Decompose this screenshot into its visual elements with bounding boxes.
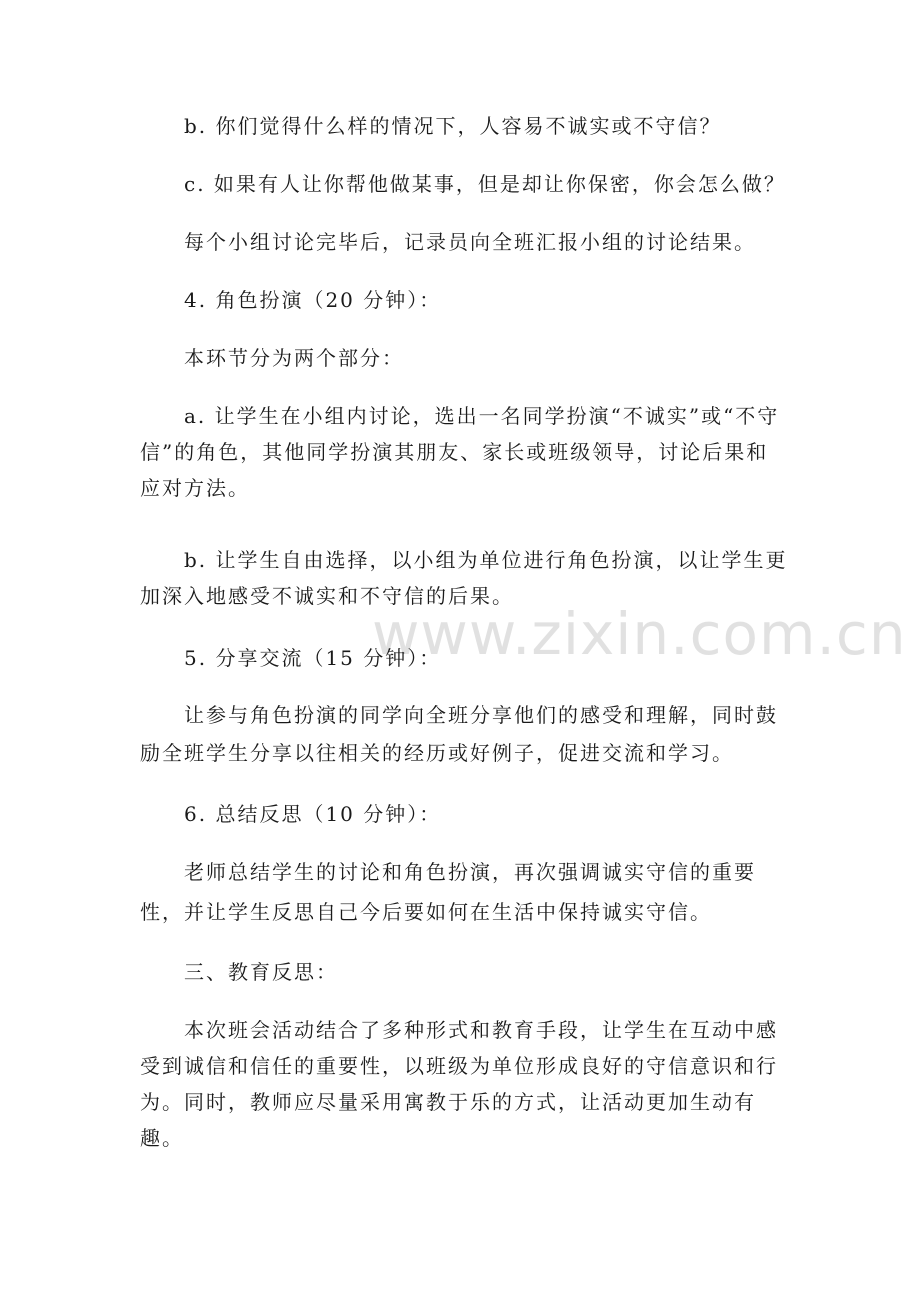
step6-heading: 6. 总结反思（10 分钟）： bbox=[184, 802, 442, 826]
question-b: b. 你们觉得什么样的情况下，人容易不诚实或不守信？ bbox=[184, 114, 722, 138]
step4-heading: 4. 角色扮演（20 分钟）： bbox=[184, 288, 442, 312]
step5-heading: 5. 分享交流（15 分钟）： bbox=[184, 646, 442, 670]
step4-item-a: a. 让学生在小组内讨论，选出一名同学扮演“不诚实”或“不守信”的角色，其他同学扮演其朋友、家长或班级领导，讨论后果和应对方法。 bbox=[140, 404, 780, 500]
report-paragraph: 每个小组讨论完毕后，记录员向全班汇报小组的讨论结果。 bbox=[184, 230, 756, 254]
step4-intro: 本环节分为两个部分： bbox=[184, 346, 404, 370]
step6-body: 老师总结学生的讨论和角色扮演，再次强调诚实守信的重要性，并让学生反思自己今后要如何在生活中保持诚实守信。 bbox=[140, 860, 756, 924]
step5-body: 让参与角色扮演的同学向全班分享他们的感受和理解，同时鼓励全班学生分享以往相关的经历或好例子，促进交流和学习。 bbox=[140, 703, 778, 765]
question-c: c. 如果有人让你帮他做某事，但是却让你保密，你会怎么做？ bbox=[184, 172, 786, 196]
section3-heading: 三、教育反思： bbox=[184, 960, 338, 984]
watermark: www.zixin.com.cn bbox=[372, 600, 907, 668]
section3-body: 本次班会活动结合了多种形式和教育手段，让学生在互动中感受到诚信和信任的重要性，以班级为单位形成良好的守信意识和行为。同时，教师应尽量采用寓教于乐的方式，让活动更加生动有趣。 bbox=[140, 1018, 778, 1150]
step4-item-b: b. 让学生自由选择，以小组为单位进行角色扮演，以让学生更加深入地感受不诚实和不守信的后果。 bbox=[140, 548, 788, 608]
